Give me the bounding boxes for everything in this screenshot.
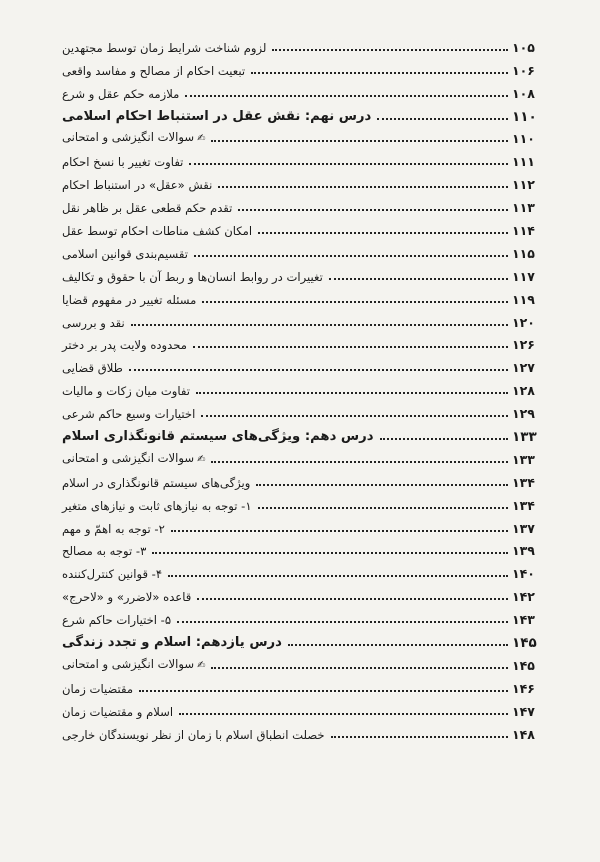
toc-entry-title [62,64,245,78]
lesson-title [62,110,371,124]
page-number: ۱۲۹ [512,406,535,422]
toc-row [62,583,548,606]
dot-leader [179,712,508,715]
toc-entry-title [62,567,162,581]
lesson-title [62,430,374,444]
toc-entry-text: نقد و بررسی [62,315,125,330]
dot-leader [168,574,508,577]
toc-row [62,354,548,377]
lesson-title [62,636,282,650]
toc-entry-title [62,155,183,169]
page-number: ۱۳۳ [512,429,537,446]
dot-leader [238,208,508,211]
toc-entry-text: ملازمه حکم عقل و شرع [62,86,180,101]
dot-leader [256,483,508,486]
dot-leader [288,643,508,646]
toc-entry-text: قاعده «لاضرر» و «لاحرج» [62,590,192,605]
pen-icon: ✍ [197,453,206,465]
toc-entry-title [62,613,171,627]
dot-leader [131,323,508,326]
toc-entry-text: اختیارات وسیع حاکم شرعی [62,407,196,422]
page-number: ۱۲۰ [512,314,535,330]
page-number: ۱۴۵ [512,635,537,652]
page-number: ۱۴۰ [512,566,535,582]
pen-icon: ✍ [197,659,206,671]
page-number: ۱۰۵ [512,39,535,55]
page-number: ۱۴۶ [512,680,535,696]
toc-entry-title [62,224,252,238]
dot-leader [380,437,509,440]
toc-entry-text: تفاوت تغییر با نسخ احکام [62,155,184,170]
page-number: ۱۱۳ [512,200,535,216]
pen-icon: ✍ [197,133,206,145]
toc-entry-title [62,247,188,261]
toc-entry-text: تقسیم‌بندی قوانین اسلامی [62,246,188,261]
dot-leader [196,391,508,394]
page-number: ۱۳۴ [512,497,535,513]
toc-entry-title [62,130,205,146]
toc-entry-text: ۳- توجه به مصالح [62,544,147,559]
toc-entry-text: تغییرات در روابط انسان‌ها و ربط آن با حقوق و تکالیف [62,269,323,284]
page-number: ۱۳۹ [512,543,535,559]
toc-entry-text: محدوده ولایت پدر بر دختر [62,338,187,353]
toc-row [62,492,548,515]
page-number: ۱۳۷ [512,520,535,536]
page-number: ۱۴۲ [512,589,535,605]
page-number: ۱۱۴ [512,223,535,239]
dot-leader [258,506,508,509]
dot-leader [211,666,508,669]
dot-leader [197,597,508,600]
toc-entry-title [62,544,146,558]
toc-entry-title [62,87,179,101]
toc-entry-title [62,41,266,55]
page-number: ۱۱۲ [512,177,535,193]
toc-entry-title [62,316,125,330]
toc-entry-title [62,201,232,215]
page-number: ۱۲۸ [512,383,535,399]
toc-entry-title [62,682,133,696]
toc-entry-title [62,590,191,604]
page-number: ۱۰۸ [512,85,535,101]
page-number: ۱۱۰ [512,108,537,125]
toc-entry-text: درس نهم: نقش عقل در استنباط احکام اسلامی [62,108,372,124]
toc-row [62,171,548,194]
toc-row [62,538,548,561]
toc-entry-title [62,657,205,673]
toc-entry-text: سوالات انگیزشی و امتحانی [62,130,195,145]
toc-entry-text: مسئله تغییر در مفهوم قضایا [62,292,197,307]
toc-lesson-row [62,423,548,446]
toc-row [62,217,548,240]
toc-entry-text: ۲- توجه به اهمّ و مهم [62,521,165,536]
dot-leader [189,162,508,165]
toc-row [62,606,548,629]
toc-entry-title [62,384,190,398]
dot-leader [201,414,508,417]
toc-entry-title [62,338,187,352]
toc-row [62,332,548,355]
toc-row [62,286,548,309]
toc-row [62,377,548,400]
toc-row [62,309,548,332]
page-number: ۱۰۶ [512,62,535,78]
dot-leader [202,300,508,303]
page-number: ۱۳۳ [512,451,535,467]
toc-entry-text: امکان کشف مناطات احکام توسط عقل [62,224,253,239]
toc-row [62,80,548,103]
toc-entry-title [62,270,323,284]
page-number: ۱۲۷ [512,360,535,376]
toc-entry-text: ۵- اختیارات حاکم شرع [62,613,172,628]
toc-entry-text: ۴- قوانین کنترل‌کننده [62,567,163,582]
dot-leader [177,620,508,623]
toc-entry-title [62,178,212,192]
toc-entry-text: ۱- توجه به نیازهای ثابت و نیازهای متغیر [62,498,252,513]
toc-row [62,675,548,698]
table-of-contents [62,34,548,744]
toc-entry-title [62,451,205,467]
toc-row [62,469,548,492]
toc-entry-text: طلاق قضایی [62,361,123,376]
toc-row [62,560,548,583]
page-number: ۱۱۱ [512,154,535,170]
toc-entry-text: تفاوت میان زکات و مالیات [62,384,191,399]
dot-leader [272,48,508,51]
toc-entry-text: خصلت انطباق اسلام با زمان از نظر نویسندگان خارجی [62,727,325,742]
toc-row [62,148,548,171]
page-number: ۱۱۹ [512,291,535,307]
toc-entry-text: درس یازدهم: اسلام و تجدد زندگی [62,635,282,651]
toc-entry-title [62,522,165,536]
toc-lesson-row [62,103,548,126]
toc-entry-title [62,728,325,742]
toc-entry-text: تبعیت احکام از مصالح و مفاسد واقعی [62,63,246,78]
dot-leader [211,139,508,142]
toc-entry-title [62,499,252,513]
toc-entry-text: ویژگی‌های سیستم قانونگذاری در اسلام [62,475,251,490]
dot-leader [129,368,508,371]
toc-row [62,240,548,263]
page-number: ۱۱۷ [512,268,535,284]
toc-row [62,194,548,217]
toc-lesson-row [62,629,548,652]
page-number: ۱۱۵ [512,245,535,261]
dot-leader [218,185,508,188]
page-number: ۱۱۰ [512,131,535,147]
dot-leader [139,689,508,692]
page-number: ۱۴۵ [512,657,535,673]
dot-leader [152,551,508,554]
toc-entry-text: لزوم شناخت شرایط زمان توسط مجتهدین [62,40,267,55]
dot-leader [193,345,508,348]
toc-row [62,126,548,149]
dot-leader [211,460,508,463]
page-number: ۱۴۷ [512,703,535,719]
page-number: ۱۳۴ [512,474,535,490]
page-number: ۱۴۸ [512,726,535,742]
page-number: ۱۴۳ [512,612,535,628]
dot-leader [185,94,508,97]
dot-leader [331,735,508,738]
toc-entry-text: درس دهم: ویژگی‌های سیستم قانونگذاری اسلام [62,429,374,445]
toc-row [62,446,548,469]
toc-row [62,34,548,57]
toc-entry-title [62,407,195,421]
toc-entry-text: اسلام و مقتضیات زمان [62,704,174,719]
toc-row [62,698,548,721]
toc-row [62,721,548,744]
toc-row [62,652,548,675]
dot-leader [377,117,508,120]
toc-row [62,57,548,80]
toc-row [62,515,548,538]
toc-row [62,400,548,423]
toc-entry-text: سوالات انگیزشی و امتحانی [62,656,195,671]
toc-entry-text: نقش «عقل» در استنباط احکام [62,178,213,193]
toc-entry-text: سوالات انگیزشی و امتحانی [62,450,195,465]
page-number: ۱۲۶ [512,337,535,353]
toc-entry-title [62,361,123,375]
toc-entry-title [62,476,250,490]
toc-entry-title [62,293,196,307]
toc-entry-text: تقدم حکم قطعی عقل بر ظاهر نقل [62,201,233,216]
dot-leader [258,231,508,234]
dot-leader [251,71,508,74]
toc-entry-title [62,705,173,719]
toc-entry-text: مقتضیات زمان [62,681,134,696]
dot-leader [329,277,508,280]
dot-leader [171,529,508,532]
toc-row [62,263,548,286]
dot-leader [194,254,508,257]
